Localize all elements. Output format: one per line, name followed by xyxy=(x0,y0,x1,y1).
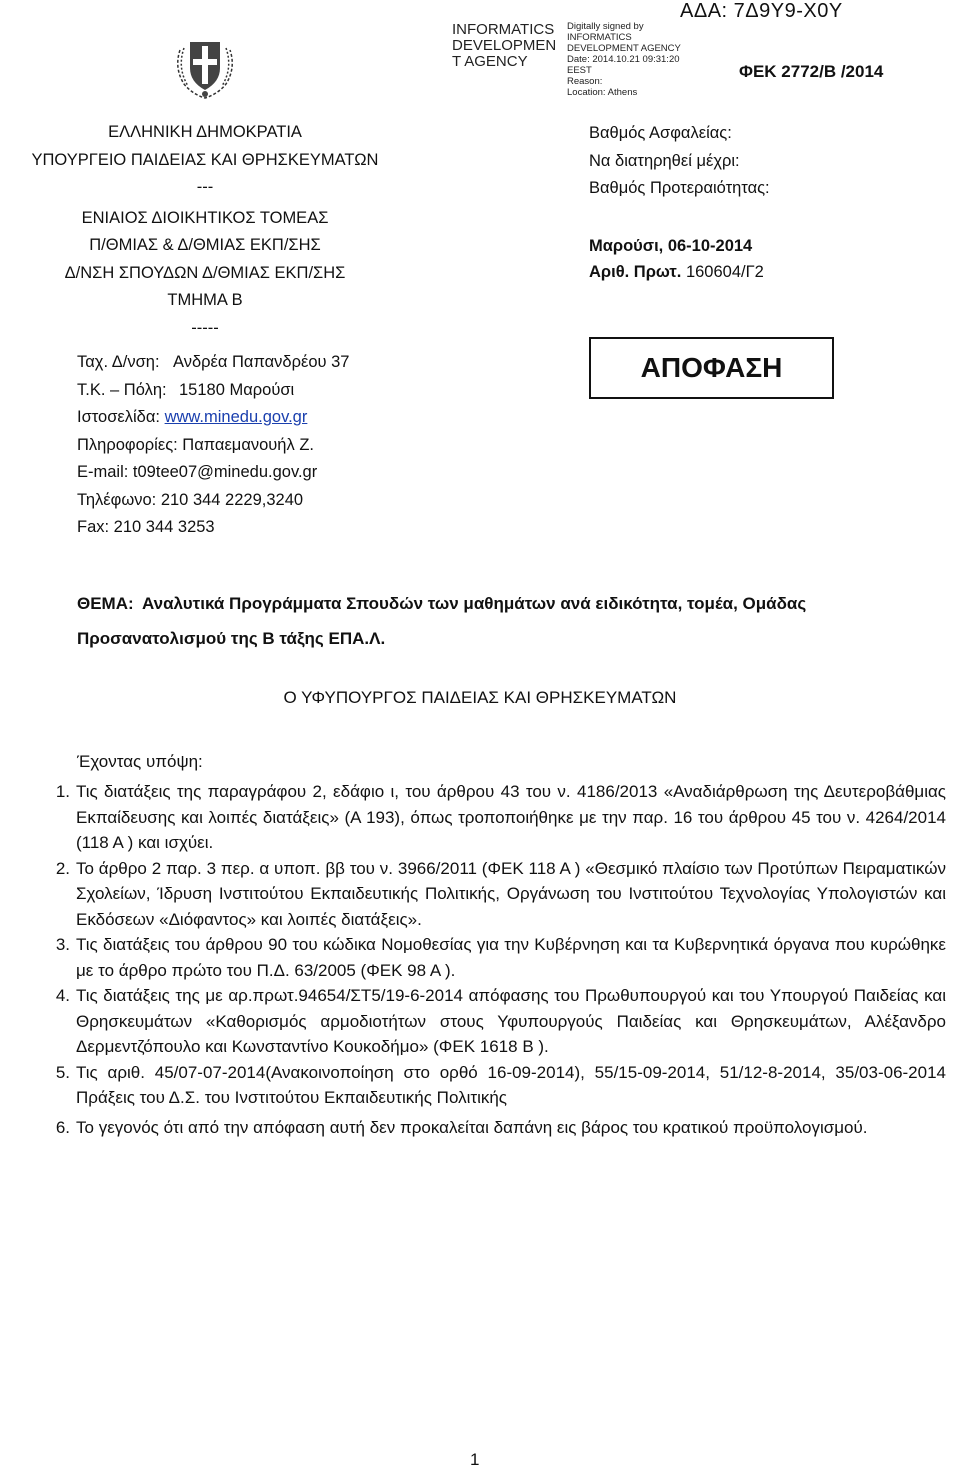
item-text: Τις διατάξεις της με αρ.πρωτ.94654/ΣΤ5/19-6-2014 απόφασης του Πρωθυπουργού και του Υπουργού Παιδείας και Θρησκευμάτων «Καθορισμός αρμοδιοτήτων στους Υφυπουργούς Παιδείας και Θρησκευμάτων, Αλέξανδρο Δερμεντζόπουλο και Κωνσταντίνο Κουκοδήμο» (ΦΕΚ 1618 Β ). xyxy=(76,986,946,1056)
priority-level: Βαθμός Προτεραιότητας: xyxy=(589,179,770,197)
issuer-line: Δ/ΝΣΗ ΣΠΟΥΔΩΝ Δ/ΘΜΙΑΣ ΕΚΠ/ΣΗΣ xyxy=(64,263,346,282)
address-value: Ανδρέα Παπανδρέου 37 xyxy=(173,353,350,371)
item-text: Τις αριθ. 45/07-07-2014(Ανακοινοποίηση στο ορθό 16-09-2014), 55/15-09-2014, 51/12-8-2014, 35/03-06-2014 Πράξεις του Δ.Σ. του Ινστιτούτου Εκπαιδευτικής Πολιτικής xyxy=(76,1062,946,1107)
item-number: 3. xyxy=(55,935,70,954)
page-number: 1 xyxy=(470,1450,480,1469)
postcode-value: 15180 Μαρούσι xyxy=(179,380,295,399)
subject-label: ΘΕΜΑ: xyxy=(77,594,134,613)
security-level: Βαθμός Ασφαλείας: xyxy=(589,124,732,142)
subject-line-2: Προσανατολισμού της Β τάξης ΕΠΑ.Λ. xyxy=(77,629,386,648)
date-protocol-block xyxy=(589,233,764,285)
subject-line-1: Αναλυτικά Προγράμματα Σπουδών των μαθημάτων ανά ειδικότητα, τομέα, Ομάδας xyxy=(142,594,807,613)
item-text: Τις διατάξεις της παραγράφου 2, εδάφιο ι, του άρθρου 43 του ν. 4186/2013 «Αναδιάρθρωση της Δευτεροβάθμιας Εκπαίδευσης και λοιπές διατάξεις» (Α 193), όπως τροποποιήθηκε με την παρ. 16 του άρθρου 45 του ν. 4264/2014 (118 Α ) και ισχύει. xyxy=(76,782,946,852)
item-number: 1. xyxy=(55,782,70,801)
issuer-line: ----- xyxy=(191,318,219,337)
email-line: E-mail: t09tee07@minedu.gov.gr xyxy=(77,463,318,481)
issuer-line: Π/ΘΜΙΑΣ & Δ/ΘΜΙΑΣ ΕΚΠ/ΣΗΣ xyxy=(89,236,321,254)
greek-coat-of-arms-icon xyxy=(168,28,242,102)
item-number: 6. xyxy=(55,1117,70,1137)
digital-signature-details: Digitally signed by INFORMATICS DEVELOPMENT AGENCY Date: 2014.10.21 09:31:20 EEST Reason: Location: Athens xyxy=(567,21,681,98)
list-item xyxy=(36,932,946,983)
issuer-line: --- xyxy=(196,178,214,196)
issuer-line: ΥΠΟΥΡΓΕΙΟ ΠΑΙΔΕΙΑΣ ΚΑΙ ΘΡΗΣΚΕΥΜΑΤΩΝ xyxy=(31,150,379,169)
issuer-line: ΕΝΙΑΙΟΣ ΔΙΟΙΚΗΤΙΚΟΣ ΤΟΜΕΑΣ xyxy=(81,208,329,227)
postcode-row xyxy=(77,377,349,405)
issuer-block xyxy=(0,119,410,342)
item-number: 4. xyxy=(55,986,70,1005)
item-text: Το γεγονός ότι από την απόφαση αυτή δεν προκαλείται δαπάνη εις βάρος του κρατικού προϋπολογισμού. xyxy=(76,1117,868,1137)
list-item xyxy=(36,1060,946,1111)
info-line: Πληροφορίες: Παπαεμανουήλ Ζ. xyxy=(77,435,314,454)
date-line: Μαρούσι, 06-10-2014 xyxy=(589,237,753,255)
issuer-line: ΤΜΗΜΑ Β xyxy=(167,291,243,309)
considering-heading: Έχοντας υπόψη: xyxy=(77,752,203,771)
digital-signature-org: INFORMATICS DEVELOPMEN T AGENCY xyxy=(452,21,557,70)
phone-line: Τηλέφωνο: 210 344 2229,3240 xyxy=(77,490,304,509)
classification-block xyxy=(589,120,770,203)
fax-line: Fax: 210 344 3253 xyxy=(77,518,215,536)
item-number: 2. xyxy=(55,858,70,878)
address-label: Ταχ. Δ/νση: xyxy=(77,353,160,371)
protocol-label: Αριθ. Πρωτ. xyxy=(589,263,682,281)
item-number: 5. xyxy=(55,1062,70,1082)
item-text: Το άρθρο 2 παρ. 3 περ. α υποπ. ββ του ν. 3966/2011 (ΦΕΚ 118 Α ) «Θεσμικό πλαίσιο των Προτύπων Πειραματικών Σχολείων, Ίδρυση Ινστιτούτου Εκπαιδευτικής Πολιτικής, Οργάνωση του Ινστιτούτου Τεχνολογίας Υπολογιστών και Εκδόσεων «Διόφαντος» και λοιπές διατάξεις». xyxy=(76,858,946,929)
website-label: Ιστοσελίδα: xyxy=(77,408,160,426)
keep-until: Να διατηρηθεί μέχρι: xyxy=(589,151,740,170)
list-item xyxy=(36,856,946,933)
postcode-label: Τ.Κ. – Πόλη: xyxy=(77,380,167,399)
list-item xyxy=(36,983,946,1060)
subject-block xyxy=(77,586,947,656)
issuer-line: ΕΛΛΗΝΙΚΗ ΔΗΜΟΚΡΑΤΙΑ xyxy=(108,123,302,141)
website-link[interactable]: www.minedu.gov.gr xyxy=(164,408,308,426)
minister-heading: Ο ΥΦΥΠΟΥΡΓΟΣ ΠΑΙΔΕΙΑΣ ΚΑΙ ΘΡΗΣΚΕΥΜΑΤΩΝ xyxy=(283,688,677,707)
list-item xyxy=(36,779,946,856)
contact-block xyxy=(77,349,349,542)
considerations-list xyxy=(36,779,946,1145)
protocol-number: 160604/Γ2 xyxy=(685,263,764,281)
protocol-line xyxy=(589,259,764,285)
item-text: Τις διατάξεις του άρθρου 90 του κώδικα Νομοθεσίας για την Κυβέρνηση και τα Κυβερνητικά όργανα που κυρώθηκε με το άρθρο πρώτο του Π.Δ. 63/2005 (ΦΕΚ 98 Α ). xyxy=(76,935,946,980)
decision-title: ΑΠΟΦΑΣΗ xyxy=(589,337,834,399)
address-row xyxy=(77,349,349,377)
ada-code: ΑΔΑ: 7Δ9Υ9-Χ0Υ xyxy=(680,0,843,22)
website-row xyxy=(77,404,349,432)
fek-reference: ΦΕΚ 2772/Β /2014 xyxy=(739,62,884,81)
list-item xyxy=(36,1111,946,1145)
